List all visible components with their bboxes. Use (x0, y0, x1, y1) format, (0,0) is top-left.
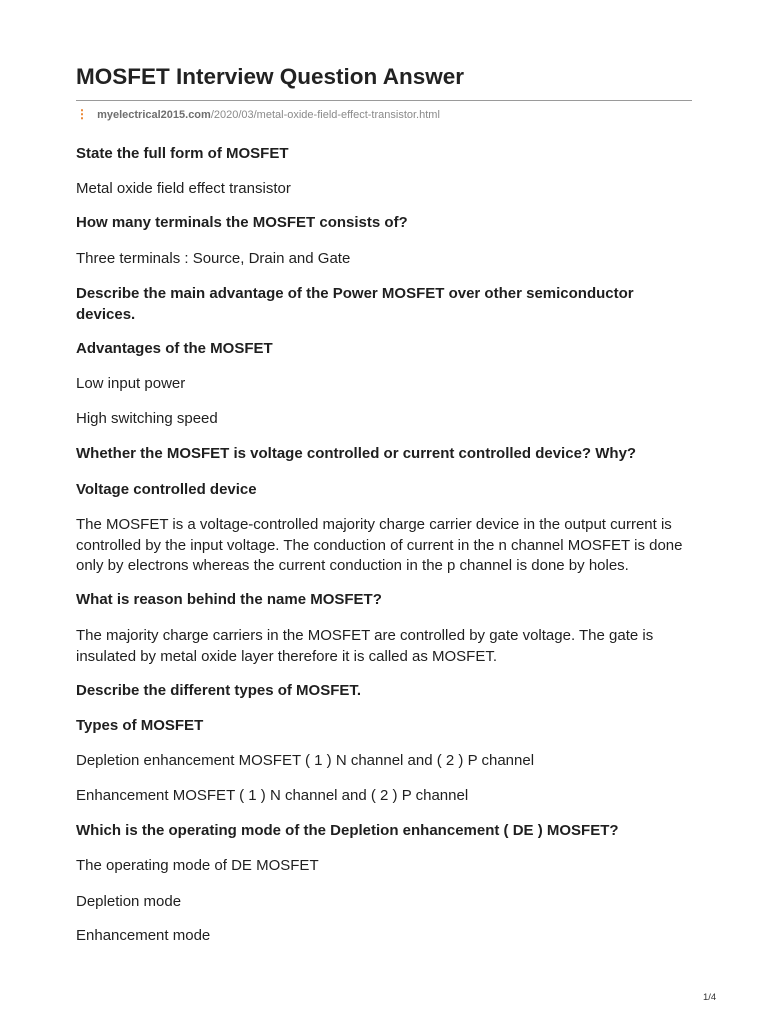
heading-advantages: Advantages of the MOSFET (76, 340, 273, 357)
answer-enhancement-mode: Enhancement mode (76, 927, 211, 944)
answer-depletion-mode: Depletion mode (76, 893, 182, 910)
answer-operating-mode-intro: The operating mode of DE MOSFET (76, 857, 319, 874)
answer-low-input-power: Low input power (76, 375, 186, 392)
heading-types: Types of MOSFET (76, 717, 204, 734)
question-voltage-or-current: Whether the MOSFET is voltage controlled or current controlled device? Why? (76, 445, 637, 462)
heading-voltage-controlled: Voltage controlled device (76, 481, 257, 498)
answer-depletion-enhancement: Depletion enhancement MOSFET ( 1 ) N channel and ( 2 ) P channel (76, 752, 535, 769)
answer-voltage-controlled: The MOSFET is a voltage-controlled majority charge carrier device in the output current is controlled by the input voltage. The conduction of current in the n channel MOSFET is done only by electrons whereas the current conduction in the p channel is done by holes. (76, 516, 683, 574)
answer-enhancement: Enhancement MOSFET ( 1 ) N channel and ( 2 ) P channel (76, 787, 469, 804)
source-line (76, 107, 440, 121)
question-operating-mode: Which is the operating mode of the Depletion enhancement ( DE ) MOSFET? (76, 822, 619, 839)
answer-switching-speed: High switching speed (76, 410, 218, 427)
source-domain-link[interactable]: myelectrical2015.com (97, 109, 211, 121)
answer-terminals: Three terminals : Source, Drain and Gate (76, 250, 351, 267)
question-terminals: How many terminals the MOSFET consists of? (76, 214, 408, 231)
source-marker-icon: ⋮ (76, 107, 88, 121)
answer-full-form: Metal oxide field effect transistor (76, 180, 291, 197)
question-name-reason: What is reason behind the name MOSFET? (76, 591, 382, 608)
title-divider (76, 100, 692, 101)
question-types: Describe the different types of MOSFET. (76, 682, 362, 699)
source-path[interactable]: /2020/03/metal-oxide-field-effect-transistor.html (210, 109, 440, 121)
question-full-form: State the full form of MOSFET (76, 145, 289, 162)
question-power-mosfet-advantage: Describe the main advantage of the Power MOSFET over other semiconductor devices. (76, 285, 634, 323)
answer-name-reason: The majority charge carriers in the MOSFET are controlled by gate voltage. The gate is insulated by metal oxide layer therefore it is called as MOSFET. (76, 627, 654, 665)
document-title: MOSFET Interview Question Answer (76, 64, 464, 89)
page-number: 1/4 (703, 992, 717, 1003)
